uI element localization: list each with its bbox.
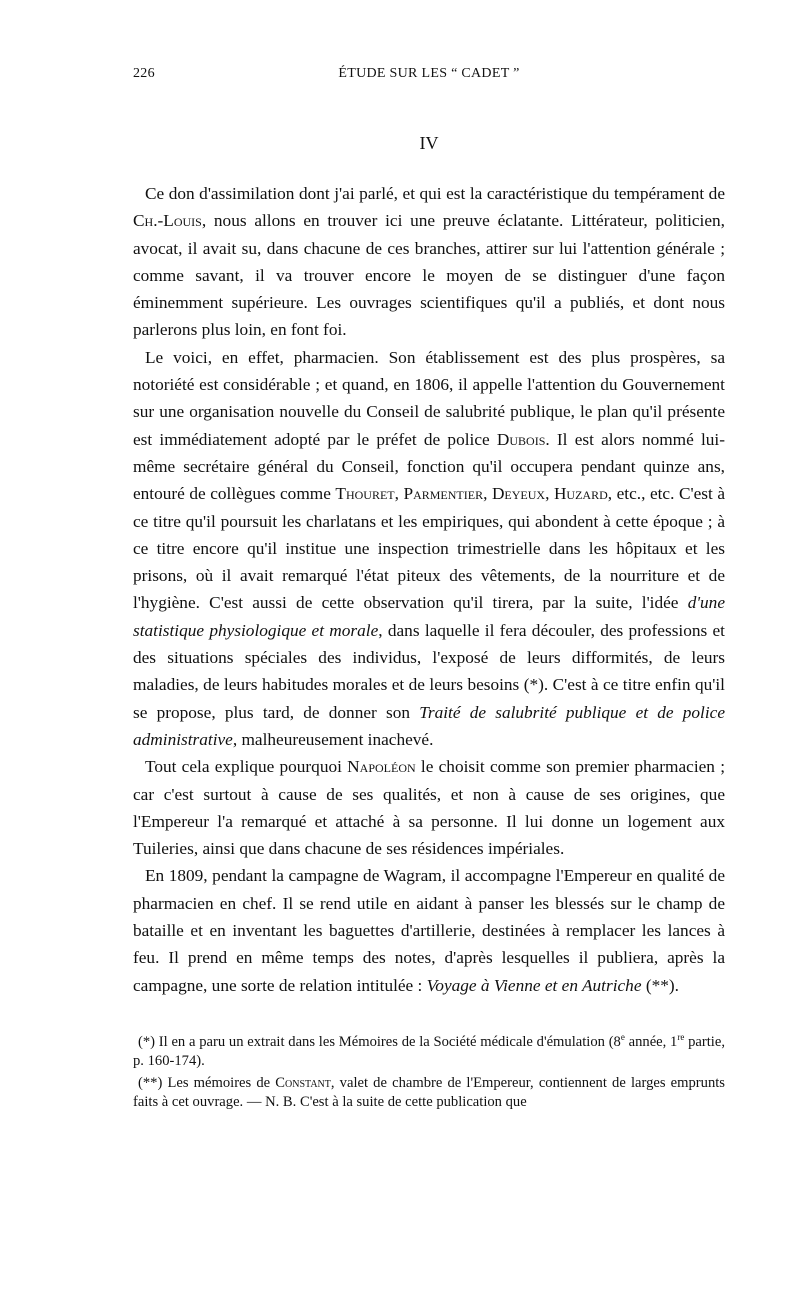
text-run: partie, p. 160-174).	[133, 1034, 725, 1069]
text-run: Tout cela explique pourquoi	[145, 757, 348, 777]
text-run: ,	[394, 484, 404, 504]
person-name: Ch.-Louis	[133, 211, 202, 231]
text-run: Le voici, en effet, pharmacien. Son établissement est des plus prospères, sa notoriété est considérable ; et quand, en 1806, il appelle l'attention du Gouvernement sur une organisation nouvelle du Conseil de salubrité publique, le plan qu'il présente est immédiatement adopté par le préfet de police	[133, 347, 725, 449]
footnote-2	[133, 1074, 725, 1112]
text-run: le choisit comme son premier pharmacien ; car c'est surtout à cause de ses qualités, et non à cause de ses origines, que l'Empereur l'a remarqué et attaché à sa personne. Il lui donne un logement aux Tuileries, ainsi que dans chacune de ses résidences impériales.	[133, 757, 725, 859]
page-number: 226	[133, 66, 155, 81]
text-run: Ce don d'assimilation dont j'ai parlé, et qui est la caractéristique du tempérament de	[145, 184, 725, 203]
text-run: (**).	[641, 975, 679, 995]
text-run: , nous allons en trouver ici une preuve éclatante. Littérateur, politicien, avocat, il avait su, dans chacune de ces branches, attirer sur lui l'attention générale ; comme savant, il va trouver encore le moyen de se distinguer d'une façon éminemment supérieure. Les ouvrages scientifiques qu'il a publiés, et dont nous parlerons plus loin, en font foi.	[133, 211, 725, 340]
person-name: Napoléon	[347, 757, 416, 777]
work-title: Voyage à Vienne et en Autriche	[426, 975, 642, 995]
paragraph-2	[133, 344, 725, 753]
footnotes	[133, 1033, 725, 1115]
person-name: Dubois	[496, 429, 546, 449]
superscript: re	[677, 1032, 685, 1043]
superscript: e	[620, 1032, 625, 1043]
page-content	[133, 0, 725, 1302]
paragraph-4	[133, 862, 725, 998]
section-heading: IV	[419, 133, 439, 153]
text-run: , etc., etc. C'est à ce titre qu'il poursuit les charlatans et les empiriques, qui abondent à cette époque ; à ce titre encore qu'il institue une inspection trimestrielle dans les hôpitaux et les prisons, où il avait remarqué l'état piteux des vêtements, de la nourriture et de l'hygiène. C'est aussi de cette observation qu'il tirera, par la suite, l'idée	[133, 484, 725, 613]
text-run: (*) Il en a paru un extrait dans les Mémoires de la Société médicale d'émulation (8	[138, 1034, 621, 1050]
footnote-1	[133, 1033, 725, 1071]
person-name: Huzard	[553, 484, 608, 504]
text-run: En 1809, pendant la campagne de Wagram, il accompagne l'Empereur en qualité de pharmacien en chef. Il se rend utile en aidant à panser les blessés sur le champ de bataille et en inventant les baguettes d'artillerie, destinées à remplacer les lances à feu. Il prend en même temps des notes, d'après lesquelles il publiera, après la campagne, une sorte de relation intitulée :	[133, 866, 725, 995]
person-name: Deyeux	[491, 484, 546, 504]
work-title: Traité de salubrité publique et de police administrative	[133, 702, 725, 749]
text-run: . Il est alors nommé lui-même secrétaire général du Conseil, fonction qu'il occupera pendant quinze ans, entouré de collègues comme	[133, 429, 725, 504]
body-text	[133, 180, 725, 999]
text-run: ,	[545, 484, 554, 504]
text-run: , dans laquelle il fera découler, des professions et des situations spéciales des individus, l'exposé de leurs difformités, de leurs maladies, de leurs habitudes morales et de leurs besoins (*). C'est à ce titre enfin qu'il se propose, plus tard, de donner son	[133, 620, 725, 722]
person-name: Parmentier	[403, 484, 484, 504]
text-run: (**) Les mémoires de	[138, 1075, 276, 1091]
person-name: Thouret	[335, 484, 395, 504]
text-run: , valet de chambre de l'Empereur, contiennent de larges emprunts faits à cet ouvrage. — N. B. C'est à la suite de cette publication que	[133, 1075, 725, 1110]
person-name: Constant	[275, 1075, 331, 1091]
running-head	[133, 66, 725, 88]
paragraph-3	[133, 753, 725, 862]
running-title: ÉTUDE SUR LES “ CADET ”	[338, 66, 520, 81]
text-run: ,	[483, 484, 492, 504]
text-run: année, 1	[624, 1034, 678, 1050]
text-run: , malheureusement inachevé.	[232, 729, 434, 749]
work-title: d'une statistique physiologique et morale	[133, 593, 725, 640]
paragraph-1	[133, 180, 725, 344]
